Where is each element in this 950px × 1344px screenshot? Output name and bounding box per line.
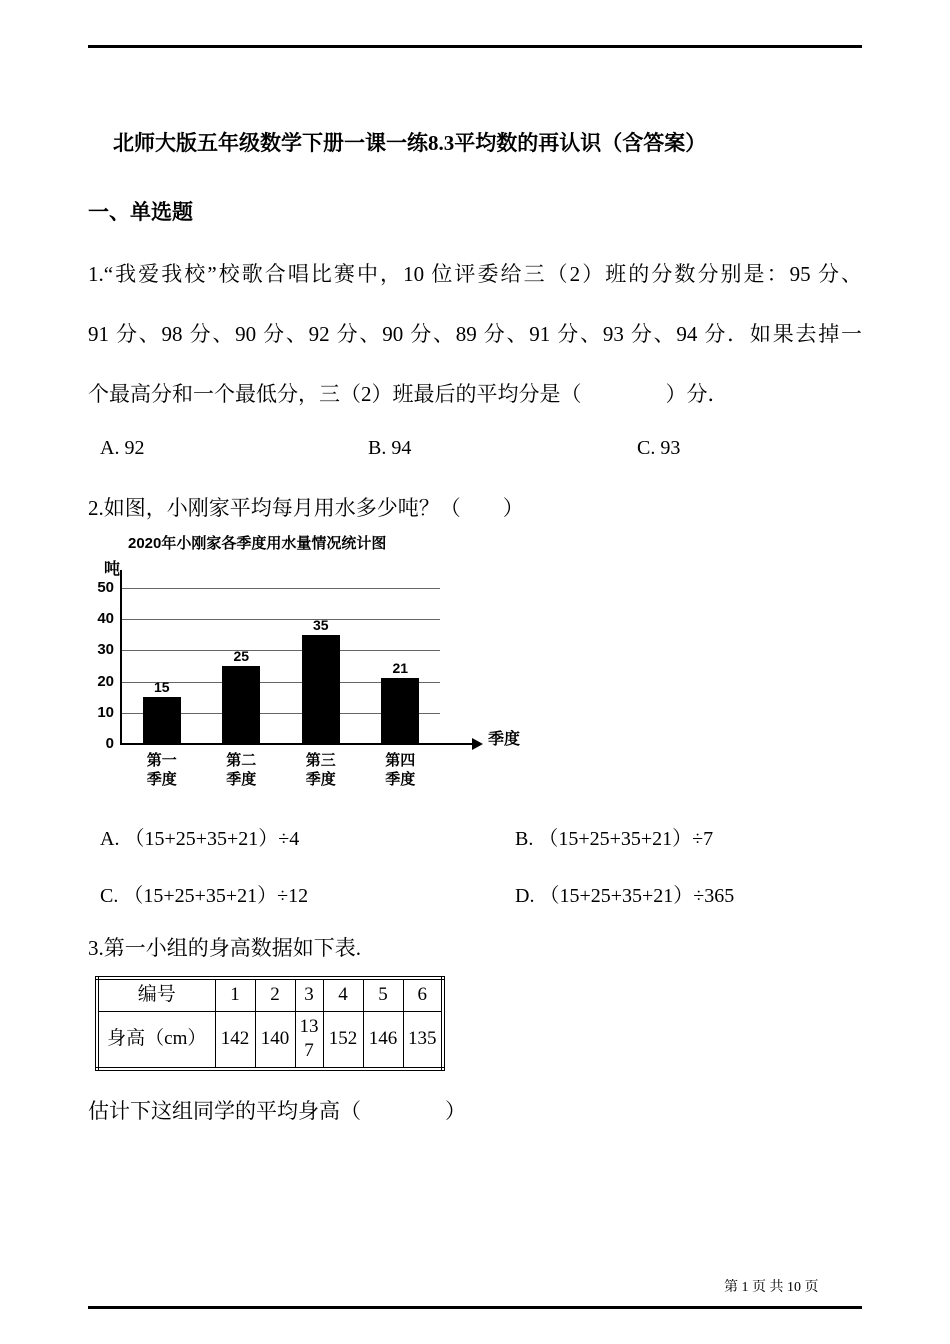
table-header-cell: 5 bbox=[363, 978, 403, 1011]
height-table bbox=[95, 976, 445, 1071]
y-tick-label: 40 bbox=[97, 610, 114, 628]
q2-option-c: C. （15+25+35+21）÷12 bbox=[100, 885, 309, 907]
x-category-label: 第二季度 bbox=[226, 752, 257, 788]
bar bbox=[302, 635, 340, 744]
chart-title: 2020年小刚家各季度用水量情况统计图 bbox=[128, 535, 387, 552]
question-2-options-row-1 bbox=[88, 822, 862, 854]
table-data-cell: 146 bbox=[363, 1011, 403, 1069]
table-data-cell: 142 bbox=[215, 1011, 255, 1069]
bar bbox=[143, 697, 181, 744]
q1-option-a: A. 92 bbox=[100, 437, 145, 459]
table-data-cell: 身高（cm） bbox=[97, 1011, 215, 1069]
y-axis bbox=[120, 570, 122, 744]
y-tick-label: 30 bbox=[97, 641, 114, 659]
question-2-text: 2.如图，小刚家平均每月用水多少吨？（ ） bbox=[88, 496, 524, 520]
gridline bbox=[122, 588, 440, 589]
x-category-label: 第一季度 bbox=[146, 752, 177, 788]
question-3-text: 3.第一小组的身高数据如下表. bbox=[88, 936, 361, 960]
bar bbox=[381, 678, 419, 744]
section-heading: 一、单选题 bbox=[88, 200, 193, 224]
bar bbox=[222, 666, 260, 744]
question-1-text-line-3: 个最高分和一个最低分，三（2）班最后的平均分是（ ）分． bbox=[88, 382, 729, 406]
chart-x-axis-label: 季度 bbox=[488, 731, 521, 748]
q2-option-b: B. （15+25+35+21）÷7 bbox=[515, 828, 714, 850]
bar-value-label: 21 bbox=[392, 660, 409, 677]
table-data-row bbox=[97, 1011, 443, 1069]
header-rule bbox=[88, 45, 862, 48]
table-data-cell: 137 bbox=[295, 1011, 323, 1069]
water-usage-bar-chart bbox=[92, 530, 538, 802]
y-tick-label: 0 bbox=[105, 735, 114, 752]
document-title: 北师大版五年级数学下册一课一练8.3平均数的再认识（含答案） bbox=[113, 131, 707, 155]
gridline bbox=[122, 650, 440, 651]
x-category-label: 第四季度 bbox=[385, 752, 416, 788]
bar-value-label: 15 bbox=[153, 679, 170, 696]
table-header-cell: 3 bbox=[295, 978, 323, 1011]
x-category-label: 第三季度 bbox=[305, 752, 336, 788]
bar-value-label: 35 bbox=[312, 616, 329, 633]
footer-rule bbox=[88, 1306, 862, 1309]
x-axis-arrow bbox=[472, 738, 483, 750]
table-data-cell: 152 bbox=[323, 1011, 363, 1069]
y-tick-label: 50 bbox=[97, 579, 114, 596]
question-1-text-line-2: 91 分、98 分、90 分、92 分、90 分、89 分、91 分、93 分、94 分．如果去掉一 bbox=[88, 322, 862, 346]
y-tick-label: 20 bbox=[97, 672, 114, 690]
bar-value-label: 25 bbox=[233, 648, 250, 664]
table-header-cell: 1 bbox=[215, 978, 255, 1011]
chart-y-axis-unit: 吨 bbox=[104, 561, 121, 578]
question-1-text-line-1: 1.“我爱我校”校歌合唱比赛中，10 位评委给三（2）班的分数分别是：95 分、 bbox=[88, 262, 862, 286]
q1-option-b: B. 94 bbox=[368, 437, 412, 459]
question-3-prompt: 估计下这组同学的平均身高（ ） bbox=[88, 1099, 466, 1123]
question-2-options-row-2 bbox=[88, 879, 862, 911]
table-data-cell: 140 bbox=[255, 1011, 295, 1069]
y-tick-label: 10 bbox=[97, 703, 114, 721]
table-header-row bbox=[97, 978, 443, 1011]
table-header-cell: 2 bbox=[255, 978, 295, 1011]
table-data-cell: 135 bbox=[403, 1011, 443, 1069]
table-header-cell: 4 bbox=[323, 978, 363, 1011]
q1-option-c: C. 93 bbox=[637, 437, 681, 459]
q2-option-a: A. （15+25+35+21）÷4 bbox=[100, 828, 300, 850]
table-header-cell: 6 bbox=[403, 978, 443, 1011]
q2-option-d: D. （15+25+35+21）÷365 bbox=[515, 885, 735, 907]
question-1-options bbox=[88, 437, 862, 469]
gridline bbox=[122, 619, 440, 620]
page-number: 第 1 页 共 10 页 bbox=[724, 1280, 819, 1295]
chart-plot bbox=[97, 579, 440, 788]
table-header-cell: 编号 bbox=[97, 978, 215, 1011]
